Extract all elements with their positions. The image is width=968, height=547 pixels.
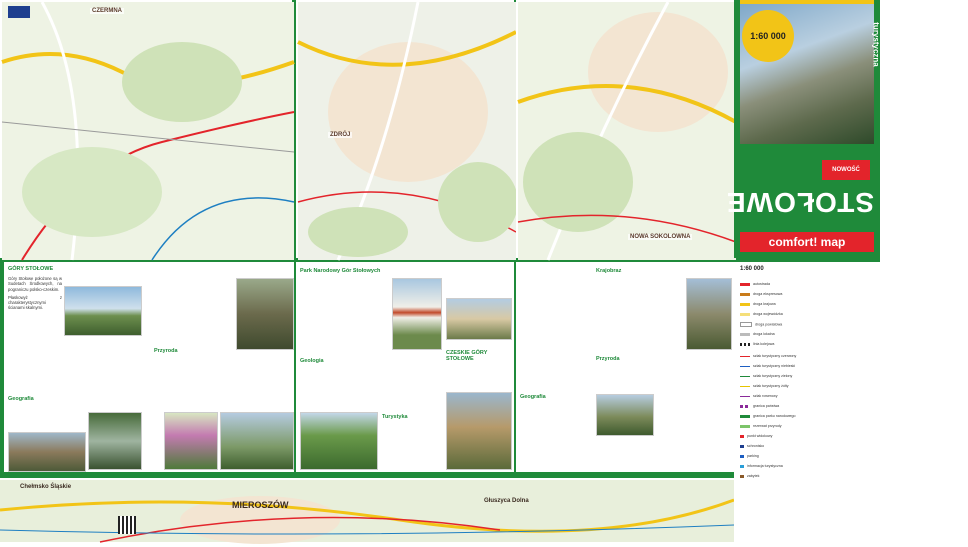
legend-symbol: [740, 386, 750, 387]
legend-item-label: granica państwa: [753, 404, 780, 408]
map-panel-right: [516, 0, 734, 258]
legend-item-label: autostrada: [753, 282, 770, 286]
map-bottom-graphic: [0, 480, 734, 542]
section-heading: Geologia: [300, 358, 324, 364]
legend-symbol: [740, 283, 750, 286]
text-panel-1: [4, 262, 294, 472]
section-heading: Geografia: [8, 396, 34, 402]
legend-item: [740, 434, 772, 439]
map-place-label: Głuszyca Dolna: [484, 498, 529, 504]
map-middle-graphic: [298, 2, 516, 260]
legend-item-label: szlak turystyczny żółty: [753, 384, 789, 388]
legend-item: [740, 414, 796, 419]
legend-symbol: [740, 415, 750, 418]
legend-item-label: szlak turystyczny czerwony: [753, 354, 797, 358]
legend-symbol: [740, 445, 744, 448]
section-heading: Park Narodowy Gór Stołowych: [300, 268, 381, 274]
rock-photo: [8, 432, 86, 472]
legend-item: [740, 354, 796, 359]
legend-item: [740, 322, 782, 327]
legend-symbol: [740, 303, 750, 306]
flower-photo: [164, 412, 218, 470]
valley-photo: [220, 412, 294, 470]
legend-item-label: droga krajowa: [753, 302, 776, 306]
brand-logo: comfort! map: [740, 232, 874, 252]
scale-badge: 1:60 000: [742, 10, 794, 62]
legend-symbol: [740, 343, 750, 346]
legend-item: [740, 312, 783, 317]
map-place-label: Chełmsko Śląskie: [20, 484, 72, 490]
chapel-photo: [392, 278, 442, 350]
legend-item: [740, 282, 770, 287]
legend-panel: [734, 262, 880, 540]
legend-item: [740, 302, 776, 307]
legend-item: [740, 332, 775, 337]
legend-item: [740, 374, 792, 379]
pillar-rock-photo: [686, 278, 732, 350]
landscape-photo: [64, 286, 142, 336]
legend-item-label: granica parku narodowego: [753, 414, 796, 418]
legend-item-label: szlak turystyczny zielony: [753, 374, 793, 378]
map-right-graphic: [518, 2, 736, 260]
legend-scale: 1:60 000: [740, 266, 764, 272]
legend-item-label: droga ekspresowa: [753, 292, 783, 296]
map-place-label: CZERMNA: [92, 8, 122, 14]
legend-item: [740, 404, 779, 409]
legend-item-label: droga wojewódzka: [753, 312, 783, 316]
legend-item-label: rezerwat przyrody: [753, 424, 782, 428]
section-heading: CZESKIE GÓRY STOŁOWE: [446, 350, 488, 362]
map-panel-bottom: [0, 478, 734, 542]
map-index-tag: [8, 6, 30, 18]
text-column: Góry Stołowe położone są w Sudetach Środkowych, na pograniczu polsko-czeskim. Płaskowyż z charakterystycznymi ścianami skalnymi.: [8, 276, 62, 311]
legend-item: [740, 364, 795, 369]
map-panel-middle: [296, 0, 514, 258]
legend-item: [740, 424, 782, 429]
legend-item-label: droga lokalna: [753, 332, 775, 336]
legend-symbol: [740, 396, 750, 397]
legend-item-label: szlak turystyczny niebieski: [753, 364, 796, 368]
section-heading: Przyroda: [154, 348, 178, 354]
section-heading: Geografia: [520, 394, 546, 400]
legend-symbol: [740, 376, 750, 377]
map-left-graphic: [2, 2, 294, 260]
legend-symbol: [740, 313, 750, 316]
legend-item: [740, 292, 782, 297]
qr-code: [118, 516, 136, 534]
section-heading: Turystyka: [382, 414, 408, 420]
legend-item: [740, 474, 759, 479]
stone-formation-photo: [596, 394, 654, 436]
legend-item-label: szlak rowerowy: [753, 394, 778, 398]
cover-panel: [726, 0, 968, 258]
legend-symbol: [740, 455, 744, 458]
legend-symbol: [740, 475, 744, 478]
section-heading: Przyroda: [596, 356, 620, 362]
map-panel-left: [0, 0, 292, 258]
legend-item: [740, 444, 764, 449]
legend-item-label: linia kolejowa: [753, 342, 775, 346]
legend-item-label: informacja turystyczna: [747, 464, 783, 468]
legend-symbol: [740, 322, 752, 327]
legend-item: [740, 454, 759, 459]
waterfall-photo: [88, 412, 142, 470]
legend-item-label: droga powiatowa: [755, 322, 783, 327]
cover-series: turystyczna: [871, 22, 881, 67]
section-heading: Krajobraz: [596, 268, 622, 274]
town-photo: [446, 298, 512, 340]
map-place-label: ZDRÓJ: [330, 132, 351, 138]
legend-symbol: [740, 333, 750, 336]
new-badge: NOWOŚĆ: [822, 160, 870, 180]
legend-item-label: parking: [747, 454, 759, 458]
legend-item: [740, 342, 774, 347]
map-place-label: MIEROSZÓW: [232, 500, 289, 510]
legend-symbol: [740, 293, 750, 296]
cover-title: GÓRY STOŁOWE: [726, 187, 968, 218]
forest-rock-photo: [236, 278, 294, 350]
legend-symbol: [740, 465, 744, 468]
text-panel-3: [516, 262, 734, 472]
legend-item-label: zabytek: [747, 474, 760, 478]
tree-photo: [300, 412, 378, 470]
text-panel-2: [296, 262, 514, 472]
legend-item-label: punkt widokowy: [747, 434, 773, 438]
legend-item: [740, 394, 778, 399]
legend-symbol: [740, 356, 750, 357]
legend-symbol: [740, 425, 750, 428]
rock-tower-photo: [446, 392, 512, 470]
legend-symbol: [740, 405, 750, 408]
legend-symbol: [740, 435, 744, 438]
legend-item: [740, 464, 783, 469]
legend-symbol: [740, 366, 750, 367]
section-heading: GÓRY STOŁOWE: [8, 266, 54, 272]
map-place-label: NOWA SOKOLOWNA: [630, 234, 691, 240]
legend-item: [740, 384, 789, 389]
legend-item-label: schronisko: [747, 444, 765, 448]
